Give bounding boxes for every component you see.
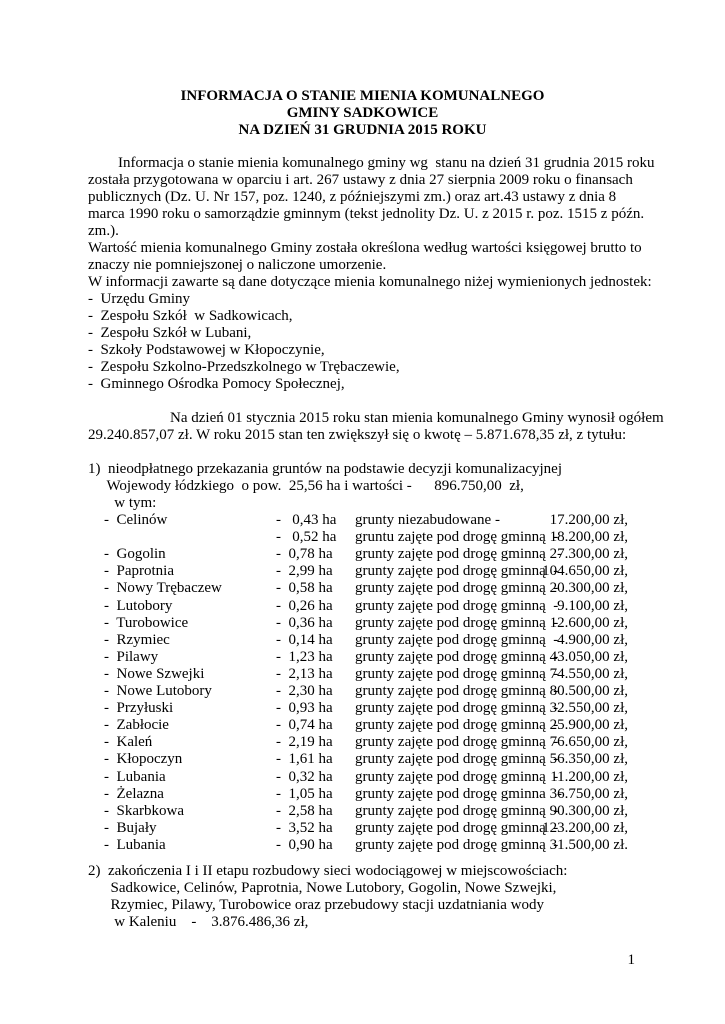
section-1-heading: 1) nieodpłatnego przekazania gruntów na podstawie decyzji komunalizacyjnej <box>88 461 562 477</box>
unit-list-item: - Zespołu Szkół w Sadkowicach, <box>88 308 293 324</box>
row-amount: 36.750,00 zł, <box>549 785 628 802</box>
row-description: grunty niezabudowane - <box>355 512 500 528</box>
document-title-line-1: INFORMACJA O STANIE MIENIA KOMUNALNEGO <box>180 88 545 104</box>
row-area: - 0,32 ha <box>276 768 333 785</box>
table-row <box>0 683 725 700</box>
summary-line: Na dzień 01 stycznia 2015 roku stan mienia komunalnego Gminy wynosił ogółem <box>170 410 664 426</box>
row-description: grunty zajęte pod drogę gminną - <box>355 683 559 699</box>
intro-line: W informacji zawarte są dane dotyczące mienia komunalnego niżej wymienionych jednostek: <box>88 274 652 290</box>
row-amount: 27.300,00 zł, <box>549 546 628 563</box>
row-amount: 11.200,00 zł, <box>550 768 628 785</box>
row-description: grunty zajęte pod drogę gminną - <box>355 546 563 563</box>
row-amount: 32.550,00 zł, <box>549 700 628 717</box>
row-amount: 43.050,00 zł, <box>549 648 628 665</box>
table-row <box>0 598 725 615</box>
row-place: - Przyłuski <box>104 700 174 717</box>
document-title-line-2: GMINY SADKOWICE <box>286 105 439 121</box>
row-description: grunty zajęte pod drogę gminną - <box>355 597 559 614</box>
table-row <box>0 734 725 751</box>
row-area: - 0,90 ha <box>276 836 333 853</box>
row-place: - Kaleń <box>104 734 153 751</box>
row-description: grunty zajęte pod drogę gminną - <box>355 631 559 648</box>
table-row <box>0 615 725 632</box>
row-amount: 12.600,00 zł, <box>549 614 628 631</box>
row-place: - Żelazna <box>104 785 164 802</box>
section-1-subheading: Wojewody łódzkiego o pow. 25,56 ha i wartości - 896.750,00 zł, <box>88 478 524 494</box>
intro-line: zm.). <box>88 223 119 239</box>
intro-line: Wartość mienia komunalnego Gminy została określona według wartości księgowej brutto to <box>88 240 642 256</box>
row-area: - 2,13 ha <box>276 665 333 682</box>
row-place: - Pilawy <box>104 648 159 665</box>
row-area: - 2,19 ha <box>276 734 333 751</box>
summary-line: 29.240.857,07 zł. W roku 2015 stan ten zwiększył się o kwotę – 5.871.678,35 zł, z tytułu: <box>88 427 627 443</box>
row-place: - Gogolin <box>104 546 166 563</box>
table-row <box>0 717 725 734</box>
row-place: - Turobowice <box>104 614 189 631</box>
row-amount: 25.900,00 zł, <box>549 717 628 734</box>
row-place: - Paprotnia <box>104 563 174 580</box>
table-row <box>0 820 725 837</box>
row-description: grunty zajęte pod drogę gminną - <box>355 648 559 665</box>
row-description: grunty zajęte pod drogę gminną - <box>355 768 559 785</box>
row-area: - 1,61 ha <box>276 751 333 768</box>
row-area: - 0,78 ha <box>276 546 333 563</box>
intro-line: została przygotowana w oparciu i art. 267 ustawy z dnia 27 sierpnia 2009 roku o finansach <box>88 172 633 188</box>
row-place: - Nowe Szwejki <box>104 665 205 682</box>
table-row <box>0 751 725 768</box>
row-area: - 0,36 ha <box>276 614 333 631</box>
page-number: 1 <box>627 952 635 968</box>
table-row <box>0 529 725 546</box>
row-description: grunty zajęte pod drogę gminną - <box>355 717 559 734</box>
row-amount: 76.650,00 zł, <box>549 734 628 751</box>
row-area: - 2,30 ha <box>276 683 333 699</box>
intro-line: marca 1990 roku o samorządzie gminnym (tekst jednolity Dz. U. z 2015 r. poz. 1515 z późn. <box>88 206 645 222</box>
row-area: - 1,23 ha <box>276 648 333 665</box>
section-2-line: Rzymiec, Pilawy, Turobowice oraz przebudowy stacji uzdatniania wody <box>88 897 545 913</box>
row-place: - Rzymiec <box>104 631 170 648</box>
row-description: grunty zajęte pod drogę gminną - <box>355 751 559 768</box>
row-amount: 31.500,00 zł. <box>549 836 628 853</box>
row-place: - Lubania <box>104 836 166 853</box>
table-row <box>0 632 725 649</box>
row-amount: 17.200,00 zł, <box>549 512 628 528</box>
row-area: - 1,05 ha <box>276 785 333 802</box>
row-description: grunty zajęte pod drogę gminną - <box>355 819 559 836</box>
table-row <box>0 786 725 803</box>
row-place: - Kłopoczyn <box>104 751 183 768</box>
row-amount: 4.900,00 zł, <box>557 631 628 648</box>
row-place: - Celinów <box>104 512 168 528</box>
row-description: grunty zajęte pod drogę gminną - <box>355 614 559 631</box>
row-description: grunty zajęte pod drogę gminna - <box>355 785 563 802</box>
row-area: - 0,58 ha <box>276 580 333 597</box>
row-area: - 0,26 ha <box>276 597 333 614</box>
row-place: - Nowe Lutobory <box>104 683 212 699</box>
table-row <box>0 563 725 580</box>
row-description: grunty zajęte pod drogę gminną - <box>355 734 559 751</box>
unit-list-item: - Gminnego Ośrodka Pomocy Społecznej, <box>88 376 345 392</box>
section-2-line: Sadkowice, Celinów, Paprotnia, Nowe Lutobory, Gogolin, Nowe Szwejki, <box>88 880 557 896</box>
table-row <box>0 769 725 786</box>
row-amount: 74.550,00 zł, <box>549 665 628 682</box>
unit-list-item: - Urzędu Gminy <box>88 291 191 307</box>
row-place: - Nowy Trębaczew <box>104 580 222 597</box>
row-area: - 0,14 ha <box>276 631 333 648</box>
row-place: - Zabłocie <box>104 717 169 734</box>
row-amount: 104.650,00 zł, <box>542 563 628 580</box>
row-area: - 2,99 ha <box>276 563 333 580</box>
unit-list-item: - Szkoły Podstawowej w Kłopoczynie, <box>88 342 325 358</box>
intro-line: publicznych (Dz. U. Nr 157, poz. 1240, z późniejszymi zm.) oraz art.43 ustawy z dnia 8 <box>88 189 617 205</box>
section-1-in-that: w tym: <box>88 495 157 511</box>
row-amount: 18.200,00 zł, <box>549 529 628 546</box>
row-place: - Lubania <box>104 768 166 785</box>
table-row <box>0 700 725 717</box>
intro-line: Informacja o stanie mienia komunalnego gminy wg stanu na dzień 31 grudnia 2015 roku <box>88 155 655 171</box>
row-description: grunty zajęte pod drogę gminną - <box>355 836 559 853</box>
table-row <box>0 649 725 666</box>
row-place: - Skarbkowa <box>104 802 184 819</box>
row-amount: 20.300,00 zł, <box>549 580 628 597</box>
table-row <box>0 546 725 563</box>
row-area: - 2,58 ha <box>276 802 333 819</box>
row-area: - 3,52 ha <box>276 819 333 836</box>
table-row <box>0 837 725 854</box>
row-description: grunty zajęte pod drogę gminną - <box>355 580 559 597</box>
row-amount: 9.100,00 zł, <box>557 597 628 614</box>
row-amount: 90.300,00 zł, <box>549 802 628 819</box>
row-amount: 56.350,00 zł, <box>549 751 628 768</box>
row-area: - 0,74 ha <box>276 717 333 734</box>
document-title-line-3: NA DZIEŃ 31 GRUDNIA 2015 ROKU <box>238 122 487 138</box>
table-row <box>0 512 725 529</box>
unit-list-item: - Zespołu Szkolno-Przedszkolnego w Trębaczewie, <box>88 359 400 375</box>
table-row <box>0 666 725 683</box>
section-2-line: w Kaleniu - 3.876.486,36 zł, <box>88 914 309 930</box>
row-description: gruntu zajęte pod drogę gminną - <box>355 529 559 546</box>
row-area: - 0,43 ha <box>276 512 337 528</box>
row-place: - Bujały <box>104 819 157 836</box>
section-2-line: 2) zakończenia I i II etapu rozbudowy sieci wodociągowej w miejscowościach: <box>88 863 568 879</box>
table-row <box>0 803 725 820</box>
intro-line: znaczy nie pomniejszonej o naliczone umorzenie. <box>88 257 387 273</box>
unit-list-item: - Zespołu Szkół w Lubani, <box>88 325 252 341</box>
row-description: grunty zajęte pod drogę gminną - <box>355 665 559 682</box>
row-area: - 0,52 ha <box>276 529 337 546</box>
row-description: grunty zajęte pod drogę gminną - <box>355 700 559 717</box>
row-area: - 0,93 ha <box>276 700 333 717</box>
row-amount: 80.500,00 zł, <box>549 683 628 699</box>
row-description: grunty zajęte pod drogę gminną - <box>355 802 559 819</box>
row-description: grunty zajęte pod drogę gminną - <box>355 563 559 580</box>
row-place: - Lutobory <box>104 597 173 614</box>
row-amount: 123.200,00 zł, <box>542 819 628 836</box>
table-row <box>0 580 725 597</box>
